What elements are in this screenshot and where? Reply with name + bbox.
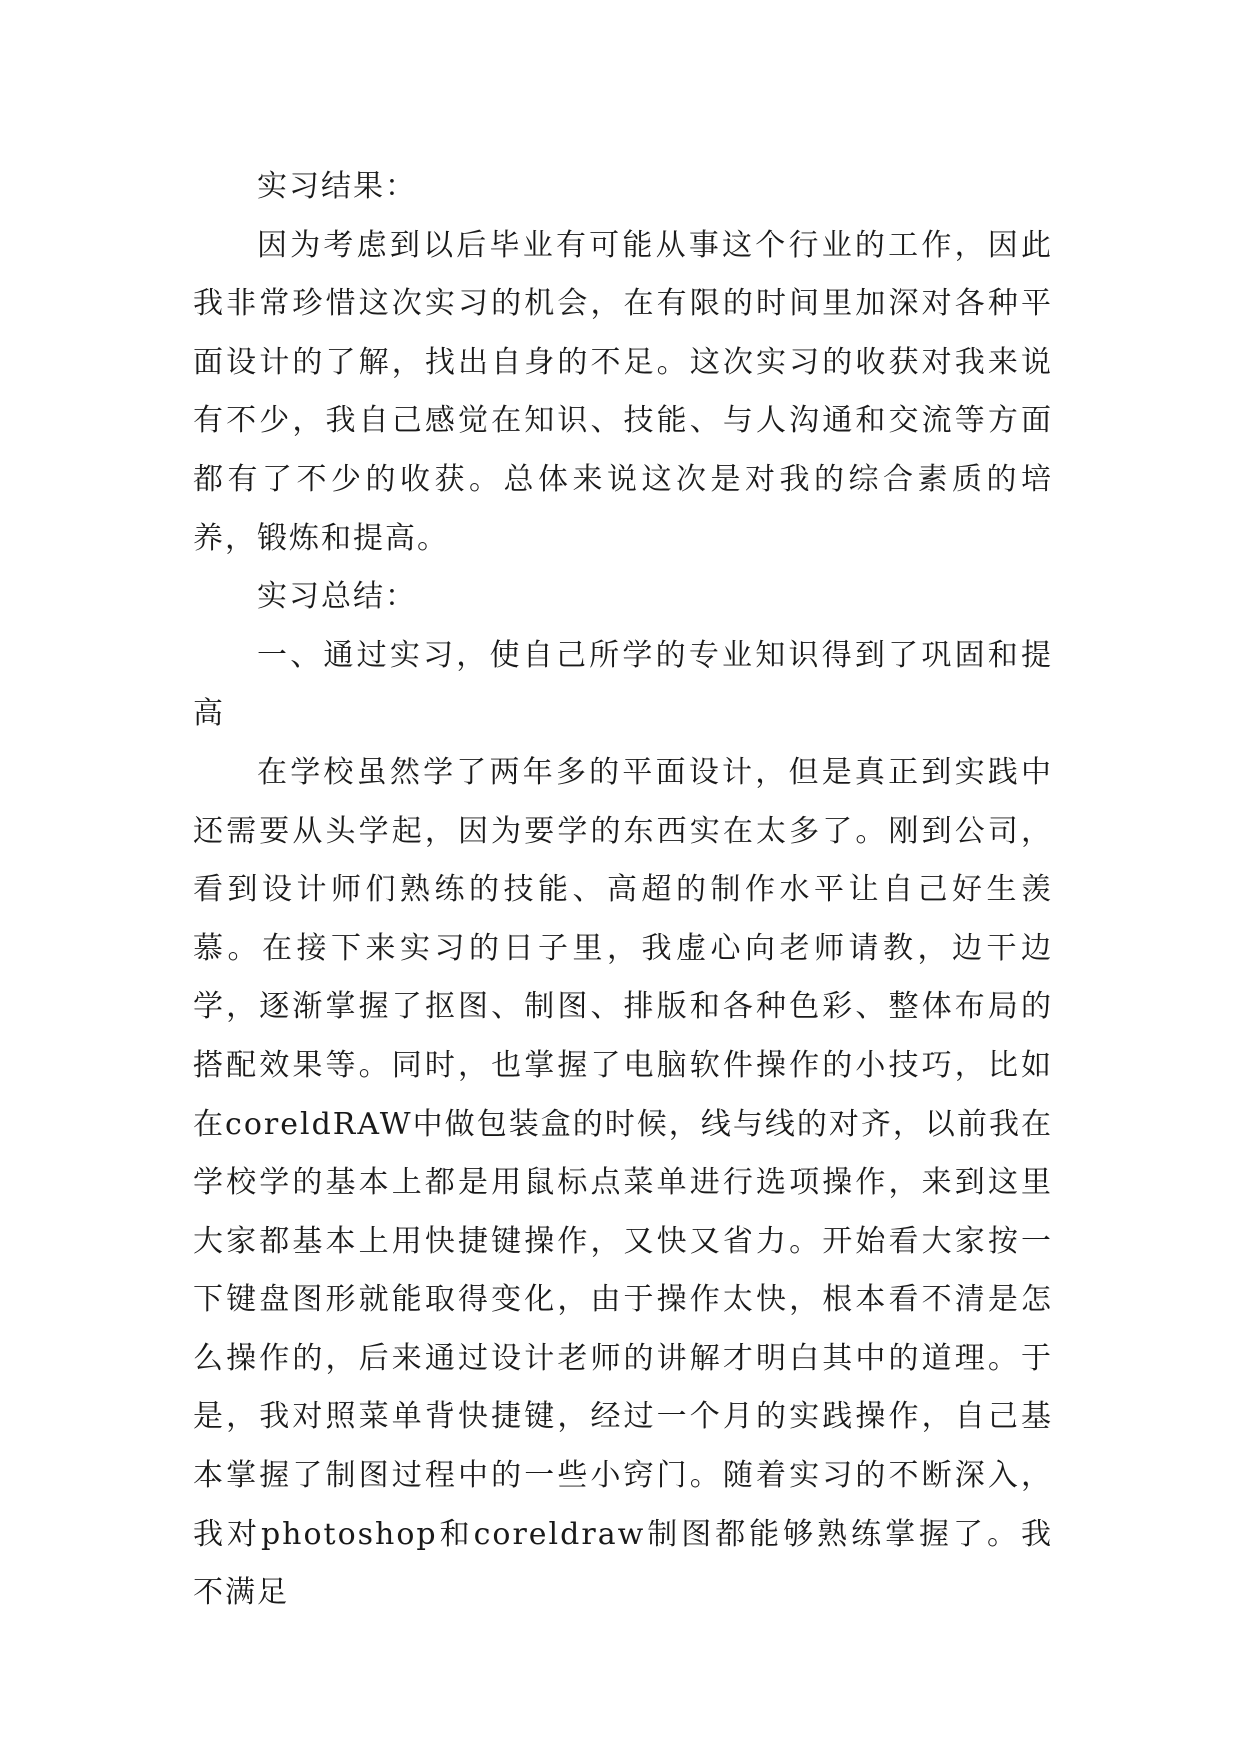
section-heading-summary: 实习总结： — [257, 579, 417, 615]
document-body — [193, 158, 1053, 1623]
results-paragraph: 因为考虑到以后毕业有可能从事这个行业的工作，因此我非常珍惜这次实习的机会，在有限的时间里加深对各种平面设计的了解，找出自身的不足。这次实习的收获对我来说有不少，我自己感觉在知识、技能、与人沟通和交流等方面都有了不少的收获。总体来说这次是对我的综合素质的培养，锻炼和提高。 — [193, 227, 1053, 556]
summary-point-one: 一、通过实习，使自己所学的专业知识得到了巩固和提高 — [193, 637, 1053, 732]
section-heading-results: 实习结果： — [257, 169, 417, 204]
summary-paragraph: 在学校虽然学了两年多的平面设计，但是真正到实践中还需要从头学起，因为要学的东西实在太多了。刚到公司，看到设计师们熟练的技能、高超的制作水平让自己好生羡慕。在接下来实习的日子里，我虚心向老师请教，边干边学，逐渐掌握了抠图、制图、排版和各种色彩、整体布局的搭配效果等。同时，也掌握了电脑软件操作的小技巧，比如在coreldRAW中做包装盒的时候，线与线的对齐，以前我在学校学的基本上都是用鼠标点菜单进行选项操作，来到这里大家都基本上用快捷键操作，又快又省力。开始看大家按一下键盘图形就能取得变化，由于操作太快，根本看不清是怎么操作的，后来通过设计老师的讲解才明白其中的道理。于是，我对照菜单背快捷键，经过一个月的实践操作，自己基本掌握了制图过程中的一些小窍门。随着实习的不断深入，我对photoshop和coreldraw制图都能够熟练掌握了。我不满足 — [193, 754, 1053, 1611]
